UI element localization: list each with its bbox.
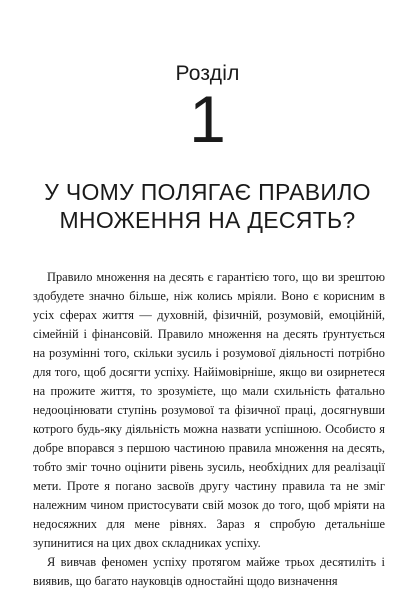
chapter-number: 1	[189, 82, 226, 156]
chapter-title-line-1: У ЧОМУ ПОЛЯГАЄ ПРАВИЛО	[44, 179, 371, 205]
chapter-label: Розділ	[175, 62, 240, 85]
paragraph-1: Правило множення на десять є гарантією того, що ви зрештою здобудете значно більше, ніж колись мріяли. Воно є корисним в усіх сферах життя — духовній, фізичній, розумовій, емоційній, сімейній і фінансовій. Правило множення на десять ґрунтується на розумінні того, скільки зусиль і розумової діяльності потрібно для того, щоб досягти успіху. Найімовірніше, якщо ви озирнетеся на прожите життя, то зрозумієте, що мали схильність фатально недооцінювати ступінь розумової та фізичної праці, досягнувши котрого будь-яку діяльність можна назвати успішною. Особисто я добре впорався з першою частиною правила множення на десять, тобто зміг точно оцінити рівень зусиль, необхідних для реалізації мети. Проте я погано засвоїв другу частину правила та не зміг належним чином пристосувати свій мозок до того, щоб мріяти на недосяжних для мене рівнях. Зараз я спробую детальніше зупинитися на цих двох складниках успіху.	[33, 270, 385, 550]
body-text	[33, 268, 385, 591]
chapter-title	[0, 178, 415, 234]
paragraph-2: Я вивчав феномен успіху протягом майже трьох десятиліть і виявив, що багато науковців одностайні щодо визначення	[33, 555, 385, 588]
chapter-title-line-2: МНОЖЕННЯ НА ДЕСЯТЬ?	[59, 207, 356, 233]
